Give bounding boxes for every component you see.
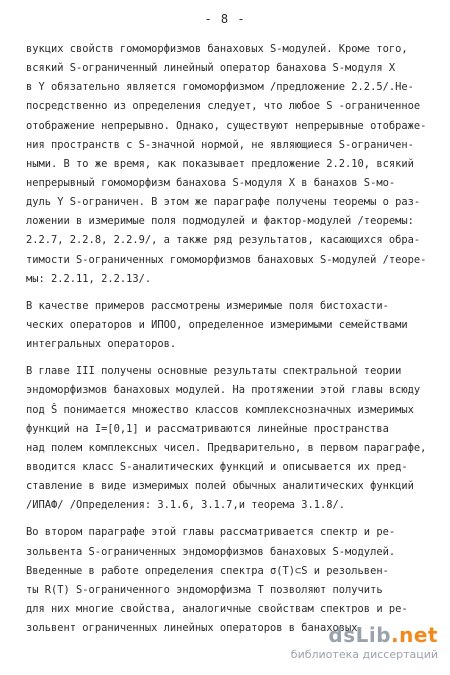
text-line: зольвента S-ограниченных эндоморфизмов банаховых S-модулей. (26, 545, 396, 558)
paragraph-gap (26, 515, 434, 523)
site-logo: dsLib.net (328, 623, 438, 647)
text-line: ния пространств с S-значной нормой, не являющиеся S-ограничен- (26, 138, 414, 151)
text-line: эндоморфизмов банаховых модулей. На протяжении этой главы всюду (26, 384, 421, 397)
site-tagline: библиотека диссертаций (290, 648, 438, 661)
body-text (26, 40, 434, 638)
text-line: мы: 2.2.11, 2.2.13/. (26, 272, 152, 285)
text-line: Введенные в работе определения спектра σ(T)⊂S и резольвен- (26, 564, 389, 577)
text-line: тимости S-ограниченных гомоморфизмов банаховых S-модулей /теоре- (26, 253, 427, 266)
text-line: посредственно из определения следует, что любое S -ограниченное (26, 100, 421, 113)
site-watermark (291, 623, 438, 661)
text-line: интегральных операторов. (26, 338, 177, 351)
text-line: для них многие свойства, аналогичные свойствам спектров и ре- (26, 602, 408, 615)
paragraph-4 (26, 523, 434, 638)
text-line: функций на I=[0,1] и рассматриваются линейные пространства (26, 422, 389, 435)
text-line: ты R(T) S-ограниченного эндоморфизма T позволяют получить (26, 583, 383, 596)
text-line: В качестве примеров рассмотрены измеримые поля бистохасти- (26, 299, 389, 312)
text-line: всякий S-ограниченный линейный оператор банахова S-модуля X (26, 62, 396, 75)
text-line: 2.2.7, 2.2.8, 2.2.9/, а также ряд результатов, касающихся обра- (26, 234, 421, 247)
text-line: ставление в виде измеримых полей обычных аналитических функций (26, 480, 414, 493)
text-line: Во втором параграфе этой главы рассматривается спектр и ре- (26, 526, 396, 539)
paragraph-3 (26, 362, 434, 515)
paragraph-gap (26, 289, 434, 297)
paragraph-1 (26, 40, 434, 289)
text-line: отображение непрерывно. Однако, существуют непрерывные отображе- (26, 119, 427, 132)
text-line: ными. В то же время, как показывает предложение 2.2.10, всякий (26, 157, 414, 170)
text-line: вводится класс S-аналитических функций и описывается их пред- (26, 460, 408, 473)
paragraph-gap (26, 354, 434, 362)
text-line: непрерывный гомоморфизм банахова S-модуля X в банахов S-мо- (26, 176, 396, 189)
text-line: вукцих свойств гомоморфизмов банаховых S-модулей. Кроме того, (26, 43, 408, 55)
text-line: зольвент ограниченных линейных операторов в банаховых (26, 622, 358, 635)
text-line: дуль Y S-ограничен. В этом же параграфе получены теоремы о раз- (26, 196, 421, 209)
text-line: В главе III получены основные результаты спектральной теории (26, 365, 402, 378)
text-line: /ИПАФ/ /Определения: 3.1.6, 3.1.7,и теорема 3.1.8/. (26, 499, 346, 512)
text-line: ческих операторов и ИПОО, определенное измеримыми семействами (26, 318, 408, 331)
page-number: - 8 - (204, 12, 246, 26)
text-line: ложении в измеримые поля подмодулей и фактор-модулей /теоремы: (26, 215, 414, 228)
text-line: в Y обязательно является гомоморфизмом /предложение 2.2.5/.Не- (26, 81, 414, 94)
text-line: под Ŝ понимается множество классов комплекснозначных измеримых (26, 403, 414, 416)
paragraph-2 (26, 297, 434, 354)
text-line: над полем комплексных чисел. Предварительно, в первом параграфе, (26, 441, 427, 454)
